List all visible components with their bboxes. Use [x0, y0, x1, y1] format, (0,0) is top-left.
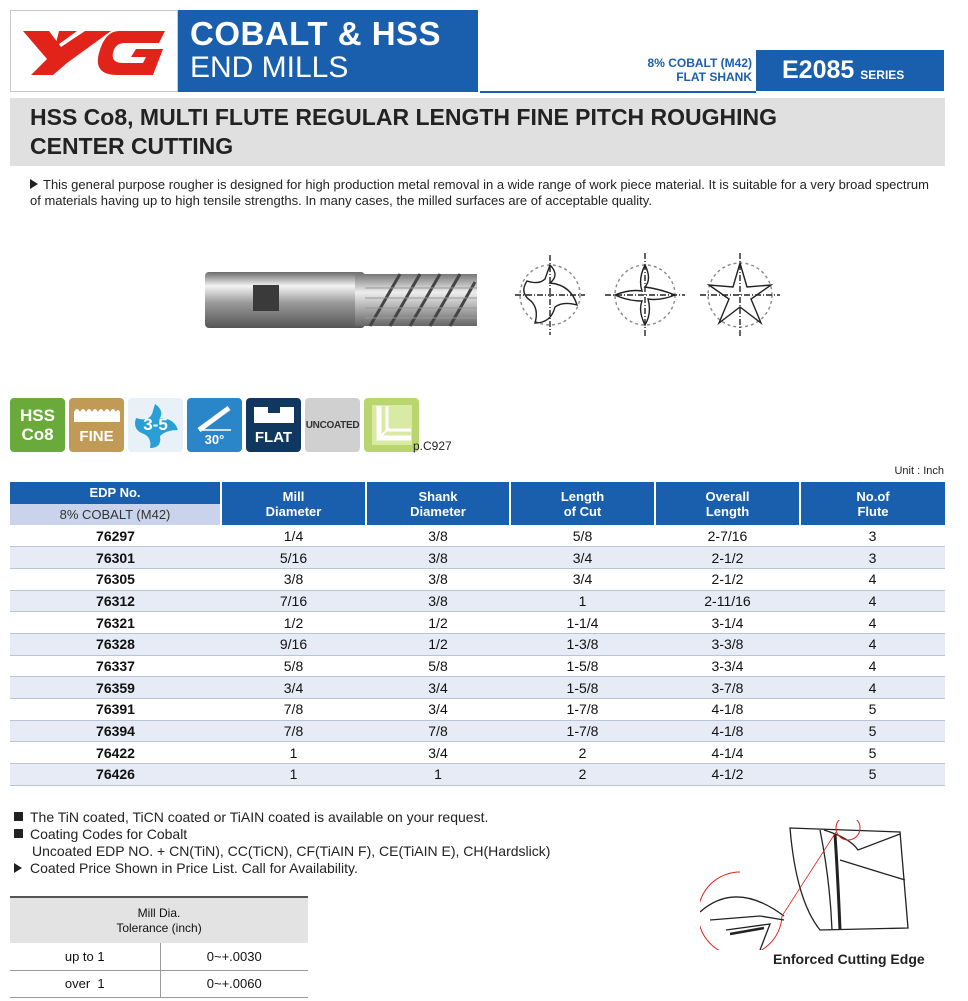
table-header-row	[10, 482, 945, 525]
helix-icon	[195, 404, 235, 432]
cell-edp: 76297	[10, 525, 221, 547]
cell-mill: 7/16	[221, 590, 366, 612]
center-cut-icon	[369, 402, 415, 448]
cell-oal: 3-1/4	[655, 612, 800, 634]
cell-shank: 1/2	[366, 612, 510, 634]
unit-label: Unit : Inch	[894, 465, 944, 477]
tolerance-header	[10, 897, 308, 943]
header-edp	[10, 482, 221, 525]
header-oal-1: Overall	[705, 488, 750, 504]
flute-cross-sections	[505, 245, 785, 345]
cell-shank: 3/4	[366, 699, 510, 721]
enforced-cutting-edge-label: Enforced Cutting Edge	[773, 951, 925, 967]
cell-loc: 2	[510, 742, 655, 764]
cell-edp: 76359	[10, 677, 221, 699]
header-shank-1: Shank	[418, 488, 458, 504]
cell-shank: 1/2	[366, 633, 510, 655]
table-body	[10, 525, 945, 785]
feature-icons	[10, 398, 419, 452]
cell-edp: 76321	[10, 612, 221, 634]
note-codes-text: Coating Codes for Cobalt	[30, 826, 188, 842]
series-code: E2085	[782, 56, 855, 84]
cell-loc: 1	[510, 590, 655, 612]
material-line: 8% COBALT (M42)	[647, 56, 752, 70]
title-line-1: COBALT & HSS	[190, 15, 442, 52]
cell-oal: 4-1/8	[655, 699, 800, 721]
tolerance-value: 0~+.0060	[160, 970, 308, 997]
cell-oal: 2-11/16	[655, 590, 800, 612]
cell-shank: 3/8	[366, 568, 510, 590]
tolerance-header-row	[10, 897, 308, 943]
header-mill-1: Mill	[282, 488, 305, 504]
cell-mill: 5/8	[221, 655, 366, 677]
product-title-line-2: CENTER CUTTING	[30, 133, 234, 159]
cell-oal: 4-1/2	[655, 764, 800, 786]
cell-oal: 2-7/16	[655, 525, 800, 547]
tolerance-range: over 1	[10, 970, 160, 997]
header-length-of-cut	[510, 482, 655, 525]
uncoated-icon	[305, 398, 360, 452]
four-flute-section	[605, 253, 685, 337]
table-row	[10, 590, 945, 612]
series-badge	[756, 50, 944, 91]
table-row	[10, 699, 945, 721]
five-flute-section	[700, 253, 780, 337]
table-row	[10, 764, 945, 786]
product-title	[10, 98, 945, 166]
cell-shank: 3/8	[366, 547, 510, 569]
header-rule	[480, 91, 756, 93]
header-loc-2: of Cut	[563, 503, 602, 519]
cell-shank: 5/8	[366, 655, 510, 677]
yg-logo	[10, 10, 178, 92]
table-row	[10, 525, 945, 547]
page-reference: p.C927	[413, 439, 452, 453]
fine-pitch-icon	[69, 398, 124, 452]
cell-edp: 76305	[10, 568, 221, 590]
header-shank-diameter	[366, 482, 510, 525]
note-codes-detail: Uncoated EDP NO. + CN(TiN), CC(TiCN), CF(TiAIN F), CE(TiAIN E), CH(Hardslick)	[32, 843, 551, 859]
cell-edp: 76422	[10, 742, 221, 764]
cell-loc: 1-7/8	[510, 699, 655, 721]
cell-flute: 4	[800, 655, 945, 677]
header-oal-2: Length	[705, 503, 750, 519]
cell-edp: 76312	[10, 590, 221, 612]
cell-mill: 9/16	[221, 633, 366, 655]
three-flute-section	[515, 255, 585, 335]
cell-oal: 4-1/8	[655, 720, 800, 742]
center-cutting-icon	[364, 398, 419, 452]
cell-flute: 4	[800, 612, 945, 634]
tolerance-header-2: Tolerance (inch)	[116, 920, 202, 935]
note-price	[14, 860, 550, 877]
cell-shank: 3/4	[366, 742, 510, 764]
header-overall-length	[655, 482, 800, 525]
header-flute-2: Flute	[857, 503, 889, 519]
flat-label: FLAT	[254, 428, 293, 446]
cell-mill: 1	[221, 742, 366, 764]
flute-count-icon	[128, 398, 183, 452]
cell-loc: 3/4	[510, 568, 655, 590]
table-row	[10, 568, 945, 590]
note-coating-text: The TiN coated, TiCN coated or TiAIN coated is available on your request.	[30, 809, 489, 825]
cell-mill: 7/8	[221, 699, 366, 721]
cell-loc: 2	[510, 764, 655, 786]
header-loc-1: Length	[560, 488, 605, 504]
header-flute-1: No.of	[856, 488, 890, 504]
fine-wave-icon	[74, 406, 120, 422]
fine-label: FINE	[79, 427, 114, 445]
product-title-line-1: HSS Co8, MULTI FLUTE REGULAR LENGTH FINE PITCH ROUGHING	[30, 104, 778, 130]
shank-shape-icon	[252, 405, 296, 425]
cell-mill: 3/4	[221, 677, 366, 699]
hss-label: HSS	[20, 406, 55, 425]
series-title-box	[178, 10, 478, 92]
description	[30, 177, 930, 209]
cell-flute: 4	[800, 633, 945, 655]
flute-count-label: 3-5	[143, 415, 168, 434]
cell-edp: 76394	[10, 720, 221, 742]
square-bullet-icon	[14, 829, 23, 838]
table-row	[10, 677, 945, 699]
cell-mill: 3/8	[221, 568, 366, 590]
cell-flute: 4	[800, 590, 945, 612]
cell-flute: 4	[800, 677, 945, 699]
description-text: This general purpose rougher is designed for high production metal removal in a wide range of work piece material. It is suitable for a very broad spectrum of materials having up to high tensile strengths. In many cases, the milled surfaces are of acceptable quality.	[30, 177, 929, 208]
square-bullet-icon	[14, 812, 23, 821]
tolerance-range: up to 1	[10, 943, 160, 970]
specification-table	[10, 482, 945, 786]
cell-oal: 3-7/8	[655, 677, 800, 699]
helix-angle-label: 30°	[204, 431, 225, 447]
cell-shank: 3/4	[366, 677, 510, 699]
cell-loc: 1-1/4	[510, 612, 655, 634]
notes	[14, 809, 550, 877]
flat-shank-icon	[246, 398, 301, 452]
cell-shank: 7/8	[366, 720, 510, 742]
tolerance-table	[10, 896, 308, 998]
cell-flute: 5	[800, 742, 945, 764]
shank-line: FLAT SHANK	[676, 70, 752, 84]
cell-loc: 1-5/8	[510, 655, 655, 677]
table-row	[10, 742, 945, 764]
cell-oal: 3-3/8	[655, 633, 800, 655]
bullet-triangle-icon	[30, 179, 38, 189]
enforced-cutting-edge-diagram	[700, 820, 940, 950]
table-row	[10, 633, 945, 655]
end-mill-image	[205, 268, 480, 332]
cell-oal: 4-1/4	[655, 742, 800, 764]
header-edp-sub: 8% COBALT (M42)	[10, 504, 220, 525]
cell-edp: 76426	[10, 764, 221, 786]
cell-shank: 3/8	[366, 525, 510, 547]
cell-mill: 1/4	[221, 525, 366, 547]
cell-flute: 3	[800, 547, 945, 569]
header-mill-2: Diameter	[265, 503, 322, 519]
material-subtitle	[648, 56, 752, 84]
tolerance-value: 0~+.0030	[160, 943, 308, 970]
cell-oal: 2-1/2	[655, 568, 800, 590]
cell-loc: 1-5/8	[510, 677, 655, 699]
header-edp-label: EDP No.	[89, 485, 141, 500]
cell-shank: 1	[366, 764, 510, 786]
cell-edp: 76301	[10, 547, 221, 569]
table-row	[10, 612, 945, 634]
co8-label: Co8	[21, 425, 54, 444]
table-row	[10, 720, 945, 742]
cell-edp: 76337	[10, 655, 221, 677]
note-coating	[14, 809, 550, 826]
cell-loc: 1-7/8	[510, 720, 655, 742]
cell-flute: 5	[800, 720, 945, 742]
cell-oal: 3-3/4	[655, 655, 800, 677]
cell-mill: 7/8	[221, 720, 366, 742]
cell-edp: 76391	[10, 699, 221, 721]
header-mill-diameter	[221, 482, 366, 525]
note-price-text: Coated Price Shown in Price List. Call for Availability.	[30, 860, 358, 876]
cell-edp: 76328	[10, 633, 221, 655]
uncoated-label: UNCOATED	[305, 419, 360, 431]
tolerance-header-1: Mill Dia.	[137, 905, 181, 920]
header	[10, 10, 478, 92]
cell-loc: 1-3/8	[510, 633, 655, 655]
yg-logo-icon	[19, 23, 169, 79]
note-codes	[14, 826, 550, 843]
cell-mill: 1	[221, 764, 366, 786]
cell-flute: 4	[800, 568, 945, 590]
cell-shank: 3/8	[366, 590, 510, 612]
cell-flute: 5	[800, 699, 945, 721]
cell-loc: 5/8	[510, 525, 655, 547]
cell-loc: 3/4	[510, 547, 655, 569]
title-line-2: END MILLS	[190, 51, 349, 84]
tolerance-row	[10, 970, 308, 997]
table-row	[10, 547, 945, 569]
header-no-of-flute	[800, 482, 945, 525]
triangle-bullet-icon	[14, 863, 22, 873]
hss-co8-icon	[10, 398, 65, 452]
cell-oal: 2-1/2	[655, 547, 800, 569]
cell-flute: 5	[800, 764, 945, 786]
cell-flute: 3	[800, 525, 945, 547]
helix-angle-icon	[187, 398, 242, 452]
header-shank-2: Diameter	[410, 503, 466, 519]
cell-mill: 5/16	[221, 547, 366, 569]
series-label: SERIES	[860, 67, 905, 82]
tolerance-row	[10, 943, 308, 970]
table-row	[10, 655, 945, 677]
cell-mill: 1/2	[221, 612, 366, 634]
